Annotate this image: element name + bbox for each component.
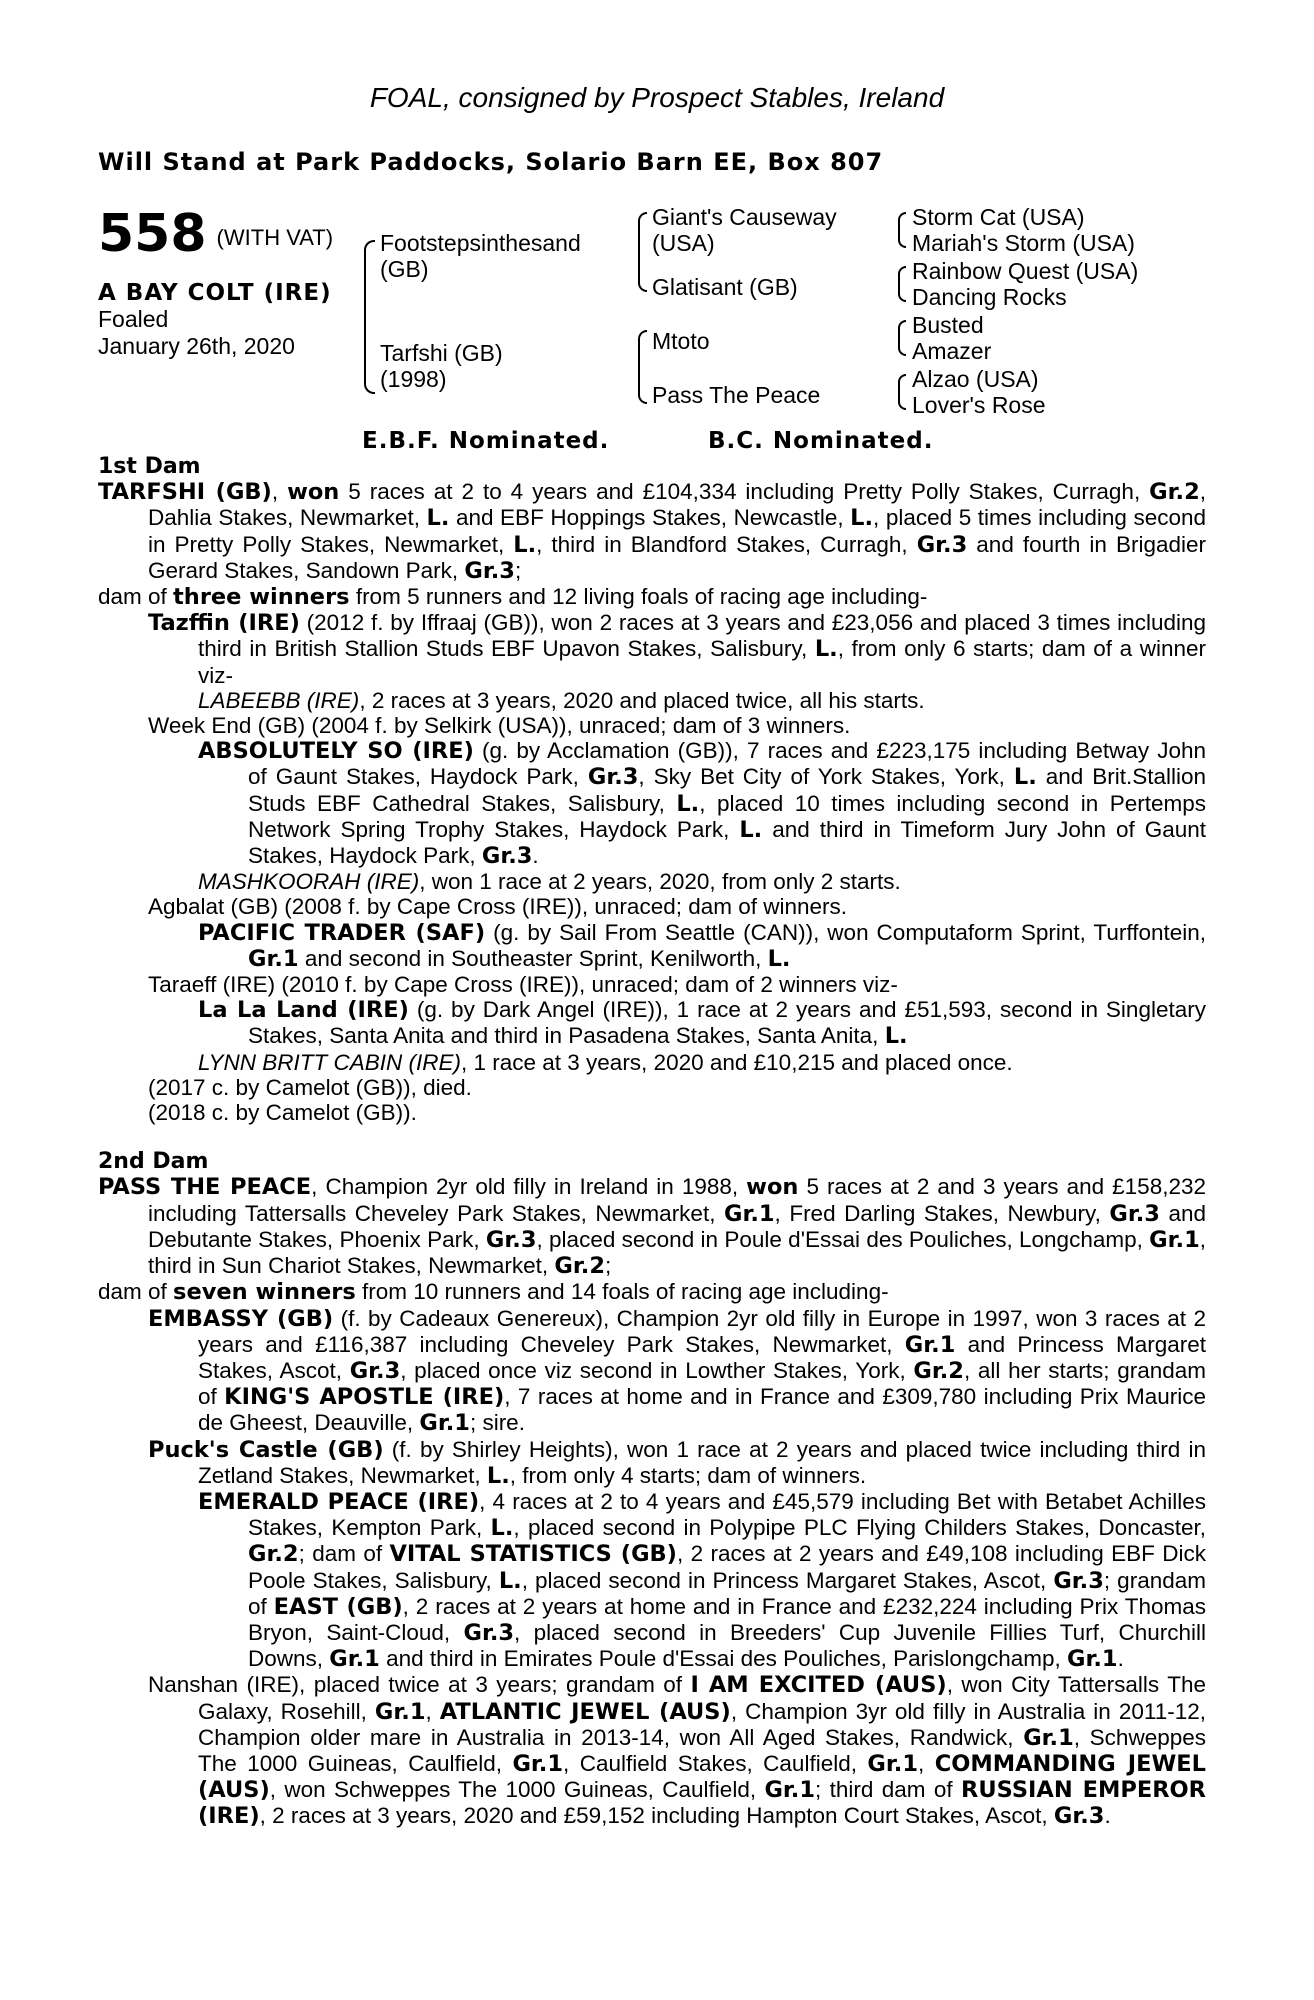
pedigree-dam-dam: Pass The Peace — [652, 382, 821, 408]
emerald-peace-entry: EMERALD PEACE (IRE), 4 races at 2 to 4 years and £45,579 including Bet with Betabet Achilles Stakes, Kempton Park, L., placed second in Polypipe PLC Flying Childers Stakes, Doncaster, Gr.2; dam of VITAL STATISTICS (GB), 2 races at 2 years and £49,108 including EBF Dick Poole Stakes, Salisbury, L., placed second in Princess Margaret Stakes, Ascot, Gr.3; grandam of EAST (GB), 2 races at 2 years at home and in France and £232,224 including Prix Thomas Bryon, Saint-Cloud, Gr.3, placed second in Breeders' Cup Juvenile Fillies Turf, Churchill Downs, Gr.1 and third in Emirates Poule d'Essai des Pouliches, Parislongchamp, Gr.1. — [198, 1488, 1207, 1673]
nanshan-entry: Nanshan (IRE), placed twice at 3 years; grandam of I AM EXCITED (AUS), won City Tattersalls The Galaxy, Rosehill, Gr.1, ATLANTIC JEWEL (AUS), Champion 3yr old filly in Australia in 2011-12, Champion older mare in Australia in 2013-14, won All Aged Stakes, Randwick, Gr.1, Schweppes The 1000 Guineas, Caulfield, Gr.1, Caulfield Stakes, Caulfield, Gr.1, COMMANDING JEWEL (AUS), won Schweppes The 1000 Guineas, Caulfield, Gr.1; third dam of RUSSIAN EMPEROR (IRE), 2 races at 3 years, 2020 and £59,152 including Hampton Court Stakes, Ascot, Gr.3. — [148, 1672, 1207, 1830]
foaled-info — [98, 306, 295, 360]
pedigree-gen3-1: Storm Cat (USA) Mariah's Storm (USA) — [912, 204, 1135, 256]
mashkoorah-entry: MASHKOORAH (IRE), won 1 race at 2 years, 2020, from only 2 starts. — [198, 869, 901, 895]
embassy-entry: EMBASSY (GB) (f. by Cadeaux Genereux), Champion 2yr old filly in Europe in 1997, won 3 races at 2 years and £116,387 including Cheveley Park Stakes, Newmarket, Gr.1 and Princess Margaret Stakes, Ascot, Gr.3, placed once viz second in Lowther Stakes, York, Gr.2, all her starts; grandam of KING'S APOSTLE (IRE), 7 races at home and in France and £309,780 including Prix Maurice de Gheest, Deauville, Gr.1; sire. — [148, 1305, 1207, 1437]
consignor-line: FOAL, consigned by Prospect Stables, Ireland — [369, 82, 945, 113]
sire-dam-bracket — [364, 240, 375, 394]
second-dam-of-summary: dam of seven winners from 10 runners and 14 foals of racing age including- — [98, 1279, 889, 1306]
stand-location: Will Stand at Park Paddocks, Solario Barn EE, Box 807 — [98, 148, 884, 176]
pedigree-notes — [98, 454, 1206, 1830]
gen3-bracket-3 — [898, 320, 906, 356]
colt-2018-entry: (2018 c. by Camelot (GB)). — [148, 1100, 417, 1126]
lot-number-block — [98, 204, 333, 264]
labeebb-entry: LABEEBB (IRE), 2 races at 3 years, 2020 and placed twice, all his starts. — [198, 687, 925, 713]
bc-nominated: B.C. Nominated. — [708, 428, 934, 454]
pedigree-sire-sire: Giant's Causeway (USA) — [652, 204, 837, 256]
la-la-land-entry: La La Land (IRE) (g. by Dark Angel (IRE)), 1 race at 2 years and £51,593, second in Singletary Stakes, Santa Anita and third in Pasadena Stakes, Santa Anita, L. — [198, 997, 1206, 1050]
pedigree-sire-dam: Glatisant (GB) — [652, 274, 798, 300]
pucks-castle-entry: Puck's Castle (GB) (f. by Shirley Heights), won 1 race at 2 years and placed twice including third in Zetland Stakes, Newmarket, L., from only 4 starts; dam of winners. — [148, 1436, 1206, 1489]
pacific-trader-entry: PACIFIC TRADER (SAF) (g. by Sail From Seattle (CAN)), won Computaform Sprint, Turffontein, Gr.1 and second in Southeaster Sprint, Kenilworth, L. — [198, 919, 1207, 972]
sire-line-bracket — [638, 212, 647, 292]
lot-number: 558 — [98, 204, 207, 264]
pedigree-gen3-4: Alzao (USA) Lover's Rose — [912, 366, 1046, 418]
vat-note: (WITH VAT) — [216, 225, 334, 250]
taraeff-entry: Taraeff (IRE) (2010 f. by Cape Cross (IRE)), unraced; dam of 2 winners viz- — [148, 972, 898, 998]
lynn-britt-entry: LYNN BRITT CABIN (IRE), 1 race at 3 years, 2020 and £10,215 and placed once. — [198, 1049, 1013, 1075]
tarfshi-entry: TARFSHI (GB), won 5 races at 2 to 4 years and £104,334 including Pretty Polly Stakes, Curragh, Gr.2, Dahlia Stakes, Newmarket, L. and EBF Hoppings Stakes, Newcastle, L., placed 5 times including second in Pretty Polly Stakes, Newmarket, L., third in Blandford Stakes, Curragh, Gr.3 and fourth in Brigadier Gerard Stakes, Sandown Park, Gr.3; — [98, 479, 1206, 584]
lot-title: A BAY COLT (IRE) — [98, 280, 332, 306]
week-end-entry: Week End (GB) (2004 f. by Selkirk (USA)), unraced; dam of 3 winners. — [148, 713, 851, 739]
pedigree-dam-sire: Mtoto — [652, 328, 710, 354]
ebf-nominated: E.B.F. Nominated. — [362, 428, 610, 454]
gen3-bracket-1 — [898, 212, 906, 248]
second-dam-heading: 2nd Dam — [98, 1149, 209, 1175]
first-dam-heading: 1st Dam — [98, 454, 201, 479]
pedigree-gen3-3: Busted Amazer — [912, 312, 992, 364]
dam-line-bracket — [638, 330, 647, 404]
absolutely-so-entry: ABSOLUTELY SO (IRE) (g. by Acclamation (GB)), 7 races and £223,175 including Betway John of Gaunt Stakes, Haydock Park, Gr.3, Sky Bet City of York Stakes, York, L. and Brit.Stallion Studs EBF Cathedral Stakes, Salisbury, L., placed 10 times including second in Pertemps Network Spring Trophy Stakes, Haydock Park, L. and third in Timeform Jury John of Gaunt Stakes, Haydock Park, Gr.3. — [198, 738, 1206, 870]
dam-of-summary: dam of three winners from 5 runners and 12 living foals of racing age including- — [98, 584, 928, 611]
agbalat-entry: Agbalat (GB) (2008 f. by Cape Cross (IRE)), unraced; dam of winners. — [148, 894, 848, 920]
foaled-date: January 26th, 2020 — [98, 333, 295, 359]
gen3-bracket-4 — [898, 374, 906, 410]
pedigree-sire: Footstepsinthesand (GB) — [380, 230, 581, 282]
tazffin-entry: Tazffin (IRE) (2012 f. by Iffraaj (GB)), won 2 races at 3 years and £23,056 and placed 3 times including third in British Stallion Studs EBF Upavon Stakes, Salisbury, L., from only 6 starts; dam of a winner viz- — [148, 610, 1207, 688]
pedigree-gen3-2: Rainbow Quest (USA) Dancing Rocks — [912, 258, 1139, 310]
gen3-bracket-2 — [898, 266, 906, 302]
colt-2017-entry: (2017 c. by Camelot (GB)), died. — [148, 1074, 472, 1100]
pedigree-dam: Tarfshi (GB) (1998) — [380, 340, 503, 392]
pass-the-peace-entry: PASS THE PEACE, Champion 2yr old filly in Ireland in 1988, won 5 races at 2 and 3 years and £158,232 including Tattersalls Cheveley Park Stakes, Newmarket, Gr.1, Fred Darling Stakes, Newbury, Gr.3 and Debutante Stakes, Phoenix Park, Gr.3, placed second in Poule d'Essai des Pouliches, Longchamp, Gr.1, third in Sun Chariot Stakes, Newmarket, Gr.2; — [98, 1174, 1207, 1280]
foaled-label: Foaled — [98, 306, 169, 332]
